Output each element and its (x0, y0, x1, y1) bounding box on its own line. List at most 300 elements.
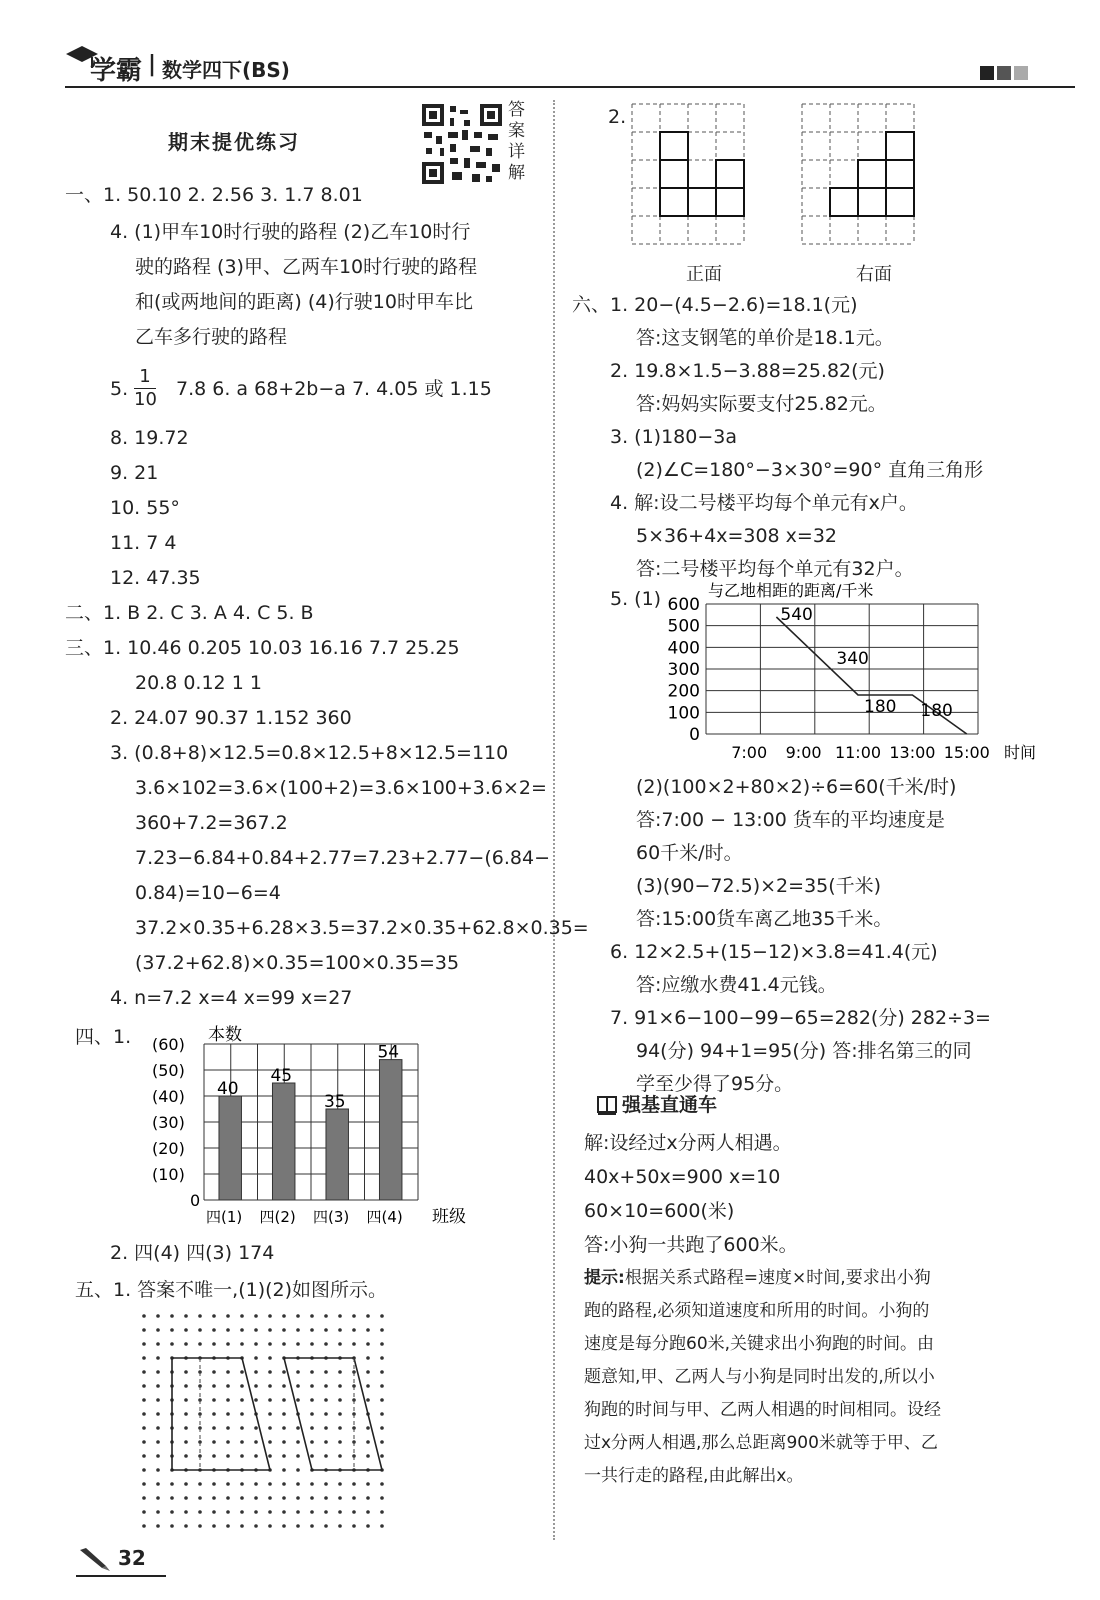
answer-line: 6. 12×2.5+(15−12)×3.8=41.4(元) (610, 941, 938, 963)
grid-dot (380, 1440, 384, 1444)
view-square (886, 132, 914, 160)
view-square (660, 160, 688, 188)
hint-block (584, 1262, 931, 1295)
grid-dot (296, 1440, 300, 1444)
x-tick-label: 四(2) (259, 1208, 296, 1226)
grid-dot (296, 1496, 300, 1500)
y-tick-label: 0 (689, 725, 700, 745)
answer-line: 三、1. 10.46 0.205 10.03 16.16 7.7 25.25 (65, 637, 460, 659)
grid-dot (352, 1314, 356, 1318)
dot-grid-figure (138, 1310, 398, 1540)
grid-dot (282, 1384, 286, 1388)
view-label-right: 右面 (856, 264, 892, 285)
grid-dot (352, 1328, 356, 1332)
answer-line: 94(分) 94+1=95(分) 答:排名第三的同 (636, 1040, 972, 1062)
grid-dot (226, 1482, 230, 1486)
grid-dot (212, 1524, 216, 1528)
grid-dot (338, 1426, 342, 1430)
answer-line: 解:设经过x分两人相遇。 (584, 1132, 792, 1154)
grid-dot (282, 1524, 286, 1528)
hint-label: 提示: (584, 1268, 625, 1288)
view-square (886, 188, 914, 216)
y-tick-label: 200 (667, 681, 700, 702)
page-number: 32 (118, 1546, 146, 1570)
grid-dot (296, 1370, 300, 1374)
grid-dot (296, 1328, 300, 1332)
grid-dot (310, 1314, 314, 1318)
grid-dot (366, 1384, 370, 1388)
answer-line: 4. (1)甲车10时行驶的路程 (2)乙车10时行 (110, 221, 471, 243)
answer-line: 驶的路程 (3)甲、乙两车10时行驶的路程 (135, 256, 478, 278)
grid-dot (156, 1384, 160, 1388)
grid-dot (170, 1314, 174, 1318)
bar-chart (140, 1020, 480, 1230)
grid-dot (366, 1398, 370, 1402)
footer-rule (76, 1575, 166, 1577)
x-tick-label: 15:00 (943, 743, 990, 762)
grid-dot (380, 1412, 384, 1416)
grid-dot (380, 1524, 384, 1528)
grid-dot (156, 1454, 160, 1458)
grid-dot (380, 1398, 384, 1402)
bar (272, 1083, 294, 1200)
grid-dot (226, 1342, 230, 1346)
grid-dot (366, 1342, 370, 1346)
grid-dot (296, 1482, 300, 1486)
grid-dot (310, 1510, 314, 1514)
grid-dot (226, 1510, 230, 1514)
section-title: 期末提优练习 (168, 130, 300, 154)
grid-dot (184, 1426, 188, 1430)
answer-line: 答:二号楼平均每个单元有32户。 (636, 558, 914, 580)
grid-dot (338, 1370, 342, 1374)
fraction (134, 366, 156, 411)
answer-line: 5. (1) (610, 588, 662, 610)
answer-line: 和(或两地间的距离) (4)行驶10时甲车比 (135, 291, 473, 313)
answer-line: 7.8 6. a 68+2b−a 7. 4.05 或 1.15 (176, 378, 492, 400)
y-tick-label: 400 (667, 638, 700, 659)
answer-line: (2)(100×2+80×2)÷6=60(千米/时) (636, 776, 957, 798)
x-tick-label: 11:00 (834, 743, 882, 762)
grid-dot (156, 1314, 160, 1318)
answer-line: 20.8 0.12 1 1 (135, 672, 262, 694)
grid-dot (156, 1482, 160, 1486)
fraction-denominator: 10 (134, 389, 157, 410)
grid-dot (240, 1524, 244, 1528)
grid-dot (226, 1328, 230, 1332)
subject-title: 数学四下(BS) (162, 58, 290, 82)
grid-dot (170, 1524, 174, 1528)
y-tick-label: (50) (152, 1061, 185, 1080)
grid-dot (156, 1370, 160, 1374)
view-label-front: 正面 (686, 264, 722, 285)
grid-dot (212, 1496, 216, 1500)
grid-dot (366, 1426, 370, 1430)
y-tick-label: (20) (152, 1139, 185, 1158)
grid-dot (240, 1314, 244, 1318)
grid-dot (226, 1314, 230, 1318)
grid-dot (296, 1454, 300, 1458)
grid-dot (310, 1524, 314, 1528)
answer-line: 4. 解:设二号楼平均每个单元有x户。 (610, 492, 918, 514)
grid-dot (268, 1398, 272, 1402)
x-tick-label: 7:00 (731, 743, 768, 762)
grid-dot (380, 1482, 384, 1486)
grid-dot (366, 1440, 370, 1444)
answer-line: 3.6×102=3.6×(100+2)=3.6×100+3.6×2= (135, 777, 547, 799)
grid-dot (254, 1328, 258, 1332)
answer-line: 2. 24.07 90.37 1.152 360 (110, 707, 352, 729)
grid-dot (254, 1426, 258, 1430)
answer-line: 12. 47.35 (110, 567, 201, 589)
grid-dot (184, 1510, 188, 1514)
grid-dot (310, 1440, 314, 1444)
grid-dot (254, 1510, 258, 1514)
x-axis-label: 时间 (1004, 743, 1037, 762)
grid-dot (142, 1314, 146, 1318)
grid-dot (380, 1510, 384, 1514)
grid-dot (142, 1468, 146, 1472)
answer-line: 11. 7 4 (110, 532, 177, 554)
answer-line: 5×36+4x=308 x=32 (636, 525, 838, 547)
grid-dot (296, 1398, 300, 1402)
y-tick-label: (10) (152, 1165, 185, 1184)
grid-dot (310, 1328, 314, 1332)
grid-dot (226, 1426, 230, 1430)
grid-dot (198, 1314, 202, 1318)
grid-dot (170, 1342, 174, 1346)
grid-dot (296, 1342, 300, 1346)
grid-dot (142, 1370, 146, 1374)
grid-dot (338, 1440, 342, 1444)
grid-dot (380, 1496, 384, 1500)
grid-dot (254, 1524, 258, 1528)
grid-dot (142, 1524, 146, 1528)
view-square (858, 160, 886, 188)
grid-dot (282, 1454, 286, 1458)
answer-line: 7.23−6.84+0.84+2.77=7.23+2.77−(6.84− (135, 847, 550, 869)
grid-dot (338, 1328, 342, 1332)
fraction-numerator: 1 (139, 366, 151, 387)
square-icon (980, 66, 994, 80)
bar (219, 1096, 241, 1200)
hint-line: 过x分两人相遇,那么总距离900米就等于甲、乙 (584, 1433, 938, 1453)
grid-dot (296, 1384, 300, 1388)
grid-dot (324, 1524, 328, 1528)
grid-dot (254, 1384, 258, 1388)
grid-dot (198, 1342, 202, 1346)
grid-dot (156, 1426, 160, 1430)
data-label: 45 (270, 1066, 293, 1086)
grid-dot (324, 1426, 328, 1430)
answer-line: 答:小狗一共跑了600米。 (584, 1234, 798, 1256)
grid-dot (142, 1482, 146, 1486)
grid-dot (366, 1454, 370, 1458)
grid-dot (240, 1482, 244, 1486)
grid-dot (324, 1510, 328, 1514)
view-square (886, 160, 914, 188)
grid-dot (324, 1314, 328, 1318)
bar (379, 1060, 401, 1200)
grid-dot (184, 1328, 188, 1332)
hint-line: 速度是每分跑60米,关键求出小狗跑的时间。由 (584, 1334, 935, 1354)
grid-dot (240, 1426, 244, 1430)
grid-dot (184, 1496, 188, 1500)
grid-dot (184, 1314, 188, 1318)
grid-dot (254, 1454, 258, 1458)
grid-dot (366, 1482, 370, 1486)
grid-dot (324, 1412, 328, 1416)
answer-line: 0.84)=10−6=4 (135, 882, 281, 904)
grid-dot (338, 1384, 342, 1388)
grid-dot (338, 1524, 342, 1528)
grid-dot (380, 1328, 384, 1332)
grid-dot (226, 1370, 230, 1374)
hint-line: 一共行走的路程,由此解出x。 (584, 1466, 804, 1486)
grid-dot (184, 1440, 188, 1444)
grid-dot (240, 1454, 244, 1458)
answer-line: 四、1. (75, 1026, 132, 1048)
answer-line: 五、1. 答案不唯一,(1)(2)如图所示。 (75, 1279, 388, 1301)
grid-dot (268, 1384, 272, 1388)
grid-dot (226, 1440, 230, 1444)
grid-dot (282, 1314, 286, 1318)
grid-dot (240, 1398, 244, 1402)
view-square (660, 132, 688, 160)
grid-dot (226, 1454, 230, 1458)
brand-logo: 学霸 (90, 56, 143, 86)
grid-dot (380, 1314, 384, 1318)
grid-dot (296, 1524, 300, 1528)
y-tick-label: 600 (667, 595, 700, 615)
grid-dot (352, 1510, 356, 1514)
grid-dot (226, 1384, 230, 1388)
grid-dot (282, 1468, 286, 1472)
grid-dot (324, 1482, 328, 1486)
grid-dot (338, 1482, 342, 1486)
grid-dot (184, 1454, 188, 1458)
grid-dot (338, 1454, 342, 1458)
grid-dot (268, 1454, 272, 1458)
grid-dot (296, 1314, 300, 1318)
qr-code[interactable] (420, 102, 504, 186)
y-axis-label: 本数 (208, 1025, 242, 1045)
bar (326, 1109, 348, 1200)
grid-dot (198, 1482, 202, 1486)
grid-dot (156, 1468, 160, 1472)
grid-dot (268, 1440, 272, 1444)
y-tick-label: (40) (152, 1087, 185, 1106)
grid-dot (254, 1370, 258, 1374)
answer-line: 4. n=7.2 x=4 x=99 x=27 (110, 987, 353, 1009)
grid-dot (240, 1412, 244, 1416)
grid-dot (240, 1440, 244, 1444)
grid-dot (282, 1482, 286, 1486)
grid-dot (268, 1426, 272, 1430)
answer-line: 乙车多行驶的路程 (135, 326, 288, 348)
grid-dot (198, 1524, 202, 1528)
grid-dot (212, 1314, 216, 1318)
grid-dot (170, 1328, 174, 1332)
header-rule (65, 86, 1075, 88)
data-label: 180 (864, 697, 897, 717)
grid-dot (254, 1482, 258, 1486)
grid-dot (142, 1510, 146, 1514)
grid-dot (366, 1328, 370, 1332)
x-tick-label: 四(4) (366, 1208, 403, 1226)
view-square (716, 188, 744, 216)
grid-dot (240, 1342, 244, 1346)
grid-dot (268, 1370, 272, 1374)
data-label: 540 (780, 605, 813, 625)
grid-dot (226, 1524, 230, 1528)
grid-dot (170, 1496, 174, 1500)
grid-dot (324, 1454, 328, 1458)
data-label: 180 (920, 701, 953, 721)
grid-dot (212, 1440, 216, 1444)
answer-line: 答:应缴水费41.4元钱。 (636, 974, 837, 996)
grid-dot (142, 1342, 146, 1346)
data-label: 340 (836, 649, 869, 669)
grid-dot (142, 1384, 146, 1388)
grid-dot (254, 1342, 258, 1346)
grid-dot (198, 1510, 202, 1514)
grid-dot (310, 1370, 314, 1374)
grid-dot (324, 1440, 328, 1444)
grid-dot (310, 1426, 314, 1430)
grid-dot (142, 1426, 146, 1430)
grid-dot (156, 1524, 160, 1528)
grid-dot (338, 1398, 342, 1402)
y-zero-label: 0 (190, 1191, 201, 1210)
data-label: 35 (323, 1092, 346, 1112)
grid-dot (366, 1314, 370, 1318)
grid-dot (142, 1412, 146, 1416)
grid-dot (268, 1314, 272, 1318)
grid-dot (254, 1440, 258, 1444)
grid-dot (226, 1496, 230, 1500)
grid-dot (268, 1482, 272, 1486)
grid-dot (142, 1454, 146, 1458)
grid-dot (212, 1370, 216, 1374)
grid-dot (184, 1384, 188, 1388)
grid-dot (142, 1398, 146, 1402)
grid-dot (310, 1482, 314, 1486)
grid-dot (212, 1384, 216, 1388)
view-square (830, 188, 858, 216)
grid-dot (156, 1510, 160, 1514)
grid-dot (184, 1398, 188, 1402)
grid-dot (156, 1496, 160, 1500)
view-square (688, 188, 716, 216)
grid-dot (156, 1328, 160, 1332)
grid-dot (226, 1398, 230, 1402)
grid-dot (240, 1384, 244, 1388)
line-chart (660, 578, 1060, 763)
answer-line: 5. (110, 378, 129, 400)
grid-dot (324, 1384, 328, 1388)
answer-line: 37.2×0.35+6.28×3.5=37.2×0.35+62.8×0.35= (135, 917, 589, 939)
data-label: 40 (216, 1079, 239, 1099)
answer-line: 60千米/时。 (636, 842, 743, 864)
grid-dot (170, 1482, 174, 1486)
grid-dot (366, 1370, 370, 1374)
answer-line: 学至少得了95分。 (636, 1073, 794, 1095)
grid-dot (310, 1384, 314, 1388)
grid-dot (268, 1356, 272, 1360)
grid-dot (282, 1412, 286, 1416)
grid-dot (380, 1384, 384, 1388)
grid-dot (142, 1356, 146, 1360)
grid-dot (240, 1370, 244, 1374)
grid-dot (366, 1524, 370, 1528)
grid-dot (366, 1510, 370, 1514)
grid-dot (268, 1342, 272, 1346)
grid-dot (366, 1356, 370, 1360)
grid-dot (282, 1496, 286, 1500)
grid-dot (296, 1510, 300, 1514)
grid-dot (240, 1328, 244, 1332)
answer-line: 10. 55° (110, 497, 180, 519)
answer-line: 2. (608, 106, 627, 128)
grid-dot (184, 1524, 188, 1528)
y-tick-label: (30) (152, 1113, 185, 1132)
grid-dot (324, 1342, 328, 1346)
grid-dot (324, 1328, 328, 1332)
hint-line: 根据关系式路程=速度×时间,要求出小狗 (624, 1268, 931, 1288)
grid-dot (282, 1370, 286, 1374)
grid-dot (142, 1440, 146, 1444)
grid-dot (212, 1412, 216, 1416)
grid-dot (198, 1328, 202, 1332)
grid-dot (324, 1496, 328, 1500)
answer-line: 答:这支钢笔的单价是18.1元。 (636, 327, 894, 349)
answer-line: 8. 19.72 (110, 427, 189, 449)
qr-label: 答案详解 (508, 100, 525, 183)
grid-dot (352, 1524, 356, 1528)
grid-dot (156, 1356, 160, 1360)
answer-line: 7. 91×6−100−99−65=282(分) 282÷3= (610, 1007, 991, 1029)
grid-dot (352, 1342, 356, 1346)
answer-line: 一、1. 50.10 2. 2.56 3. 1.7 8.01 (65, 184, 363, 206)
grid-dot (240, 1496, 244, 1500)
parallelogram-shape (284, 1358, 382, 1470)
x-tick-label: 13:00 (889, 743, 936, 762)
answer-line: 3. (1)180−3a (610, 426, 737, 448)
hint-line: 跑的路程,必须知道速度和所用的时间。小狗的 (584, 1301, 930, 1321)
answer-line: 2. 19.8×1.5−3.88=25.82(元) (610, 360, 885, 382)
grid-dot (296, 1468, 300, 1472)
answer-line: 答:15:00货车离乙地35千米。 (636, 908, 893, 930)
grid-dot (268, 1412, 272, 1416)
grid-dot (254, 1356, 258, 1360)
box-title: 强基直通车 (622, 1094, 718, 1116)
grid-dot (282, 1398, 286, 1402)
grid-dot (338, 1412, 342, 1416)
answer-line: 六、1. 20−(4.5−2.6)=18.1(元) (572, 294, 858, 316)
column-divider (553, 100, 555, 1540)
answer-line: 答:妈妈实际要支付25.82元。 (636, 393, 887, 415)
x-tick-label: 四(3) (313, 1208, 350, 1226)
grid-dot (254, 1496, 258, 1500)
grid-dot (296, 1426, 300, 1430)
grid-dot (282, 1510, 286, 1514)
grid-dot (240, 1510, 244, 1514)
x-tick-label: 9:00 (785, 743, 822, 762)
grid-dot (254, 1314, 258, 1318)
book-icon (596, 1094, 618, 1116)
grid-dot (268, 1328, 272, 1332)
